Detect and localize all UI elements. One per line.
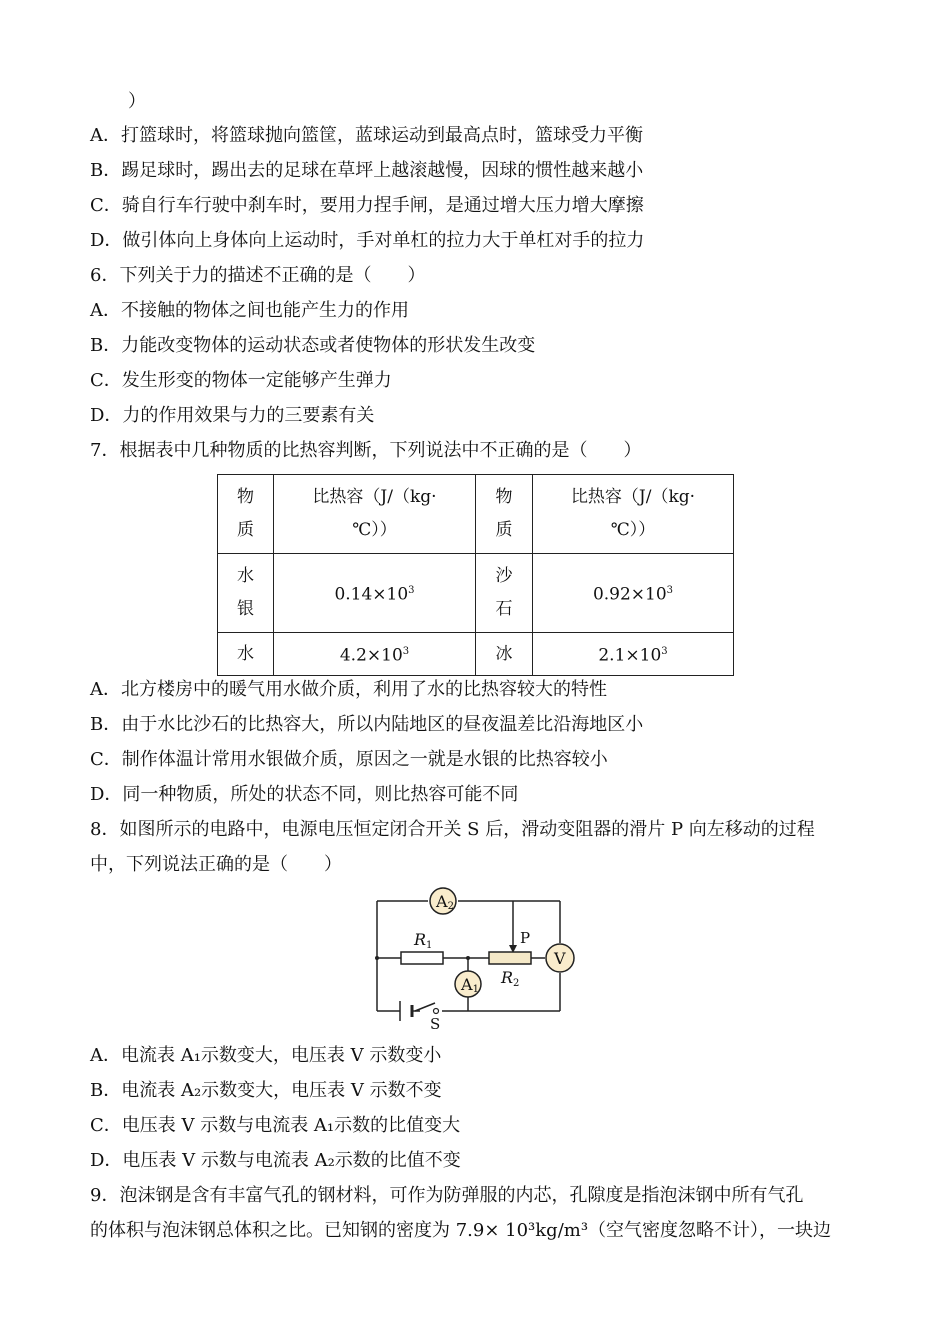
q7-option-d: D．同一种物质，所处的状态不同，则比热容可能不同: [90, 784, 519, 805]
q5-option-a: A．打篮球时，将篮球抛向篮筐，蓝球运动到最高点时，篮球受力平衡: [90, 125, 643, 146]
table-cell-mercury: 水 银: [218, 554, 274, 633]
q7-stem: 7．根据表中几种物质的比热容判断，下列说法中不正确的是（ ）: [90, 440, 642, 461]
table-cell-sand: 沙 石: [476, 554, 533, 633]
q8-stem-line-1: 8．如图所示的电路中，电源电压恒定闭合开关 S 后，滑动变阻器的滑片 P 向左移动的过程: [90, 819, 815, 840]
q7-option-c: C．制作体温计常用水银做介质，原因之一就是水银的比热容较小: [90, 749, 608, 770]
resistor-r2: [489, 952, 531, 964]
q7-option-a: A．北方楼房中的暖气用水做介质，利用了水的比热容较大的特性: [90, 679, 607, 700]
r1-label: R1: [414, 930, 433, 951]
p-label: P: [520, 929, 531, 947]
q5-option-c: C．骑自行车行驶中刹车时，要用力捏手闸，是通过增大压力增大摩擦: [90, 195, 644, 216]
table-cell-ice-value: $2.1\times 10^3$: [533, 633, 734, 676]
table-cell-water-value: $4.2\times 10^3$: [274, 633, 476, 676]
q8-option-d: D．电压表 V 示数与电流表 A₂示数的比值不变: [90, 1150, 461, 1171]
q9-line-2: 的体积与泡沫钢总体积之比。已知钢的密度为 7.9× 10³kg/m³（空气密度忽略不计），一块边: [90, 1220, 832, 1241]
r2-label: R2: [501, 968, 520, 989]
s-label: S: [430, 1015, 441, 1033]
q8-option-c: C．电压表 V 示数与电流表 A₁示数的比值变大: [90, 1115, 461, 1136]
v-label: V: [554, 949, 566, 968]
resistor-r1: [401, 952, 443, 964]
q7-option-b: B．由于水比沙石的比热容大，所以内陆地区的昼夜温差比沿海地区小: [90, 714, 644, 735]
question-5-closing-paren: ）: [128, 91, 146, 112]
specific-heat-table: [217, 474, 734, 676]
switch-pivot: [434, 1009, 439, 1014]
q8-option-b: B．电流表 A₂示数变大，电压表 V 示数不变: [90, 1080, 442, 1101]
q5-option-b: B．踢足球时，踢出去的足球在草坪上越滚越慢，因球的惯性越来越小: [90, 160, 644, 181]
q5-option-d: D．做引体向上身体向上运动时，手对单杠的拉力大于单杠对手的拉力: [90, 230, 645, 251]
table-cell-ice: 冰: [476, 633, 533, 676]
table-header-specific-heat: 比热容（J/（kg· ℃））: [274, 475, 476, 554]
a1-label: A1: [461, 975, 479, 995]
q9-line-1: 9．泡沫钢是含有丰富气孔的钢材料，可作为防弹服的内芯，孔隙度是指泡沫钢中所有气孔: [90, 1185, 804, 1206]
q6-option-a: A．不接触的物体之间也能产生力的作用: [90, 300, 409, 321]
q6-stem: 6．下列关于力的描述不正确的是（ ）: [90, 265, 426, 286]
q6-option-c: C．发生形变的物体一定能够产生弹力: [90, 370, 392, 391]
table-header-substance: 物 质: [476, 475, 533, 554]
table-header-row: [218, 475, 734, 554]
table-cell-mercury-value: $0.14\times 10^3$: [274, 554, 476, 633]
table-header-specific-heat: 比热容（J/（kg· ℃））: [533, 475, 734, 554]
table-header-substance: 物 质: [218, 475, 274, 554]
q6-option-d: D．力的作用效果与力的三要素有关: [90, 405, 375, 426]
a2-label: A2: [436, 892, 454, 912]
q8-option-a: A．电流表 A₁示数变大，电压表 V 示数变小: [90, 1045, 442, 1066]
table-row: [218, 633, 734, 676]
junction-dot: [375, 956, 379, 960]
table-cell-water: 水: [218, 633, 274, 676]
table-row: [218, 554, 734, 633]
table-cell-sand-value: $0.92\times 10^3$: [533, 554, 734, 633]
q8-stem-line-2: 中，下列说法正确的是（ ）: [90, 854, 342, 875]
junction-dot: [466, 956, 470, 960]
q6-option-b: B．力能改变物体的运动状态或者使物体的形状发生改变: [90, 335, 536, 356]
circuit-diagram: [370, 885, 585, 1035]
